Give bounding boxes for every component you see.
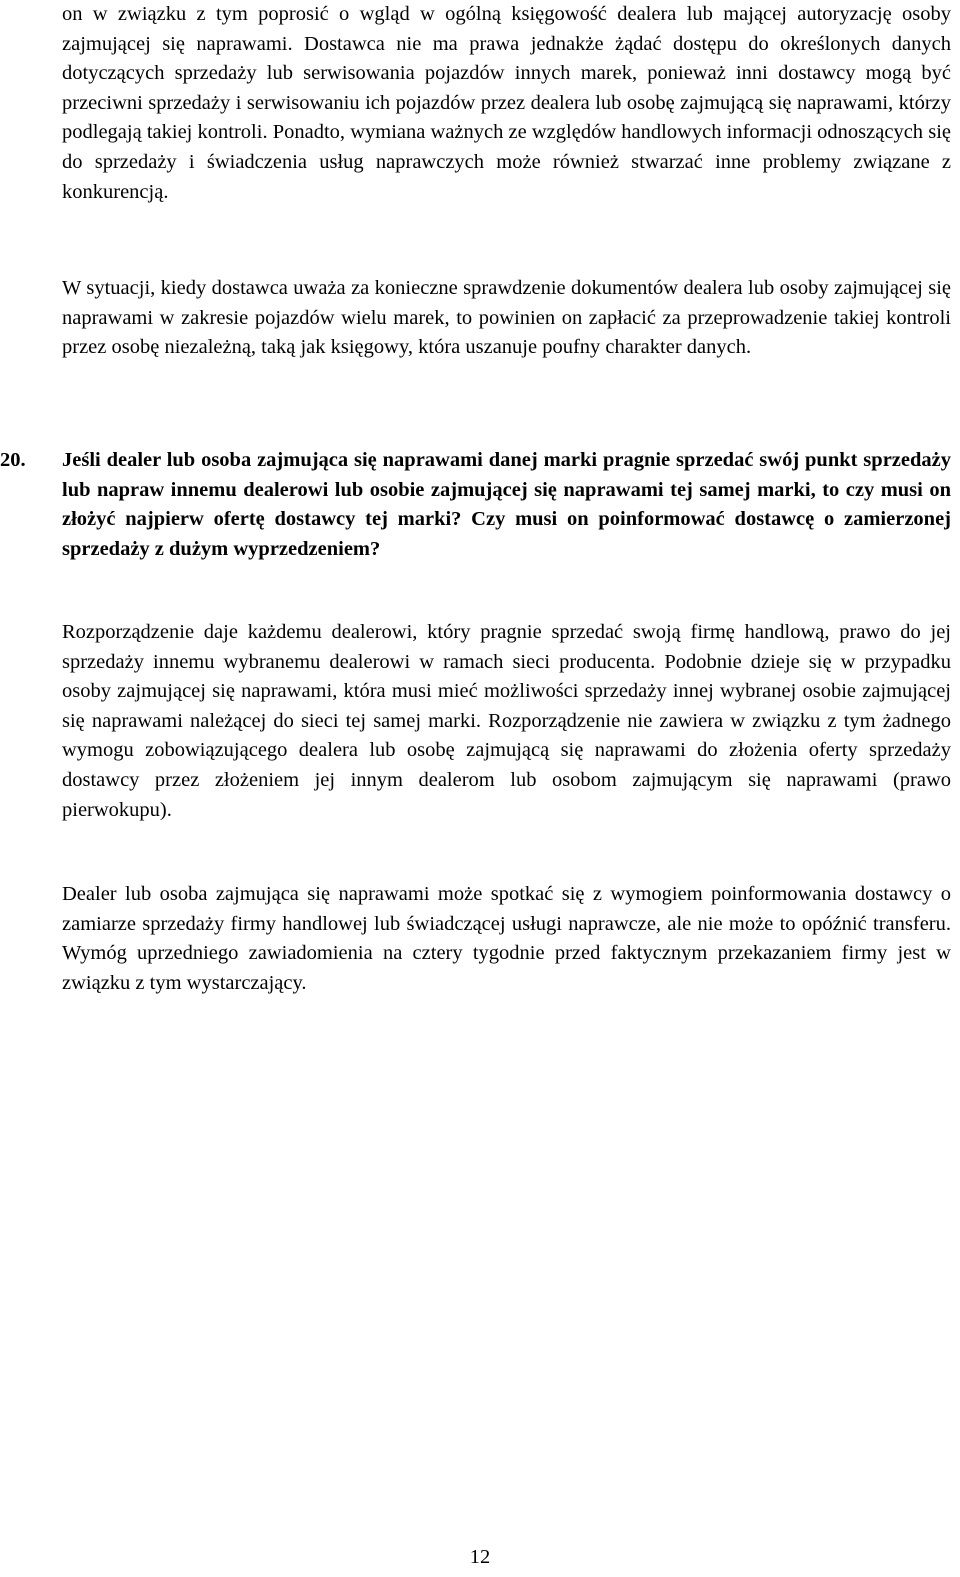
question-number: 20. xyxy=(0,449,26,471)
answer-paragraph-2: Dealer lub osoba zajmująca się naprawami może spotkać się z wymogiem poinformowania dostawcy o zamiarze sprzedaży firmy handlowej lub świadczącej usługi naprawcze, ale nie może to opóźnić transferu. Wymóg uprzedniego zawiadomienia na cztery tygodnie przed faktycznym przekazaniem firmy jest w związku z tym wystarczający. xyxy=(62,883,951,994)
question-20 xyxy=(0,446,951,564)
question-text: Jeśli dealer lub osoba zajmująca się naprawami danej marki pragnie sprzedać swój punkt sprzedaży lub napraw innemu dealerowi lub osobie zajmującej się naprawami tej samej marki, to czy musi on złożyć najpierw ofertę dostawcy tej marki? Czy musi on poinformować dostawcę o zamierzonej sprzedaży z dużym wyprzedzeniem? xyxy=(62,449,951,560)
paragraph-continuation: on w związku z tym poprosić o wgląd w ogólną księgowość dealera lub mającej autoryzację osoby zajmującej się naprawami. Dostawca nie ma prawa jednakże żądać dostępu do określonych danych dotyczących sprzedaży lub serwisowania pojazdów innych marek, ponieważ inni dostawcy mogą być przeciwni sprzedaży i serwisowaniu ich pojazdów przez dealera lub osobę zajmującą się naprawami, którzy podlegają takiej kontroli. Ponadto, wymiana ważnych ze względów handlowych informacji odnoszących się do sprzedaży i świadczenia usług naprawczych może również stwarzać inne problemy związane z konkurencją. xyxy=(62,3,951,203)
answer-paragraph-1: Rozporządzenie daje każdemu dealerowi, który pragnie sprzedać swoją firmę handlową, prawo do jej sprzedaży innemu wybranemu dealerowi w ramach sieci producenta. Podobnie dzieje się w przypadku osoby zajmującej się naprawami, która musi mieć możliwości sprzedaży innej wybranej osobie zajmującej się naprawami należącej do sieci tej samej marki. Rozporządzenie nie zawiera w związku z tym żadnego wymogu zobowiązującego dealera lub osobę zajmującą się naprawami do złożenia oferty sprzedaży dostawcy przez złożeniem jej innym dealerom lub osobom zajmującym się naprawami (prawo pierwokupu). xyxy=(62,621,951,821)
paragraph-audit-costs: W sytuacji, kiedy dostawca uważa za konieczne sprawdzenie dokumentów dealera lub osoby zajmującej się naprawami w zakresie pojazdów wielu marek, to powinien on zapłacić za przeprowadzenie takiej kontroli przez osobę niezależną, taką jak księgowy, która uszanuje poufny charakter danych. xyxy=(62,277,951,359)
page-number: 12 xyxy=(469,1546,491,1568)
